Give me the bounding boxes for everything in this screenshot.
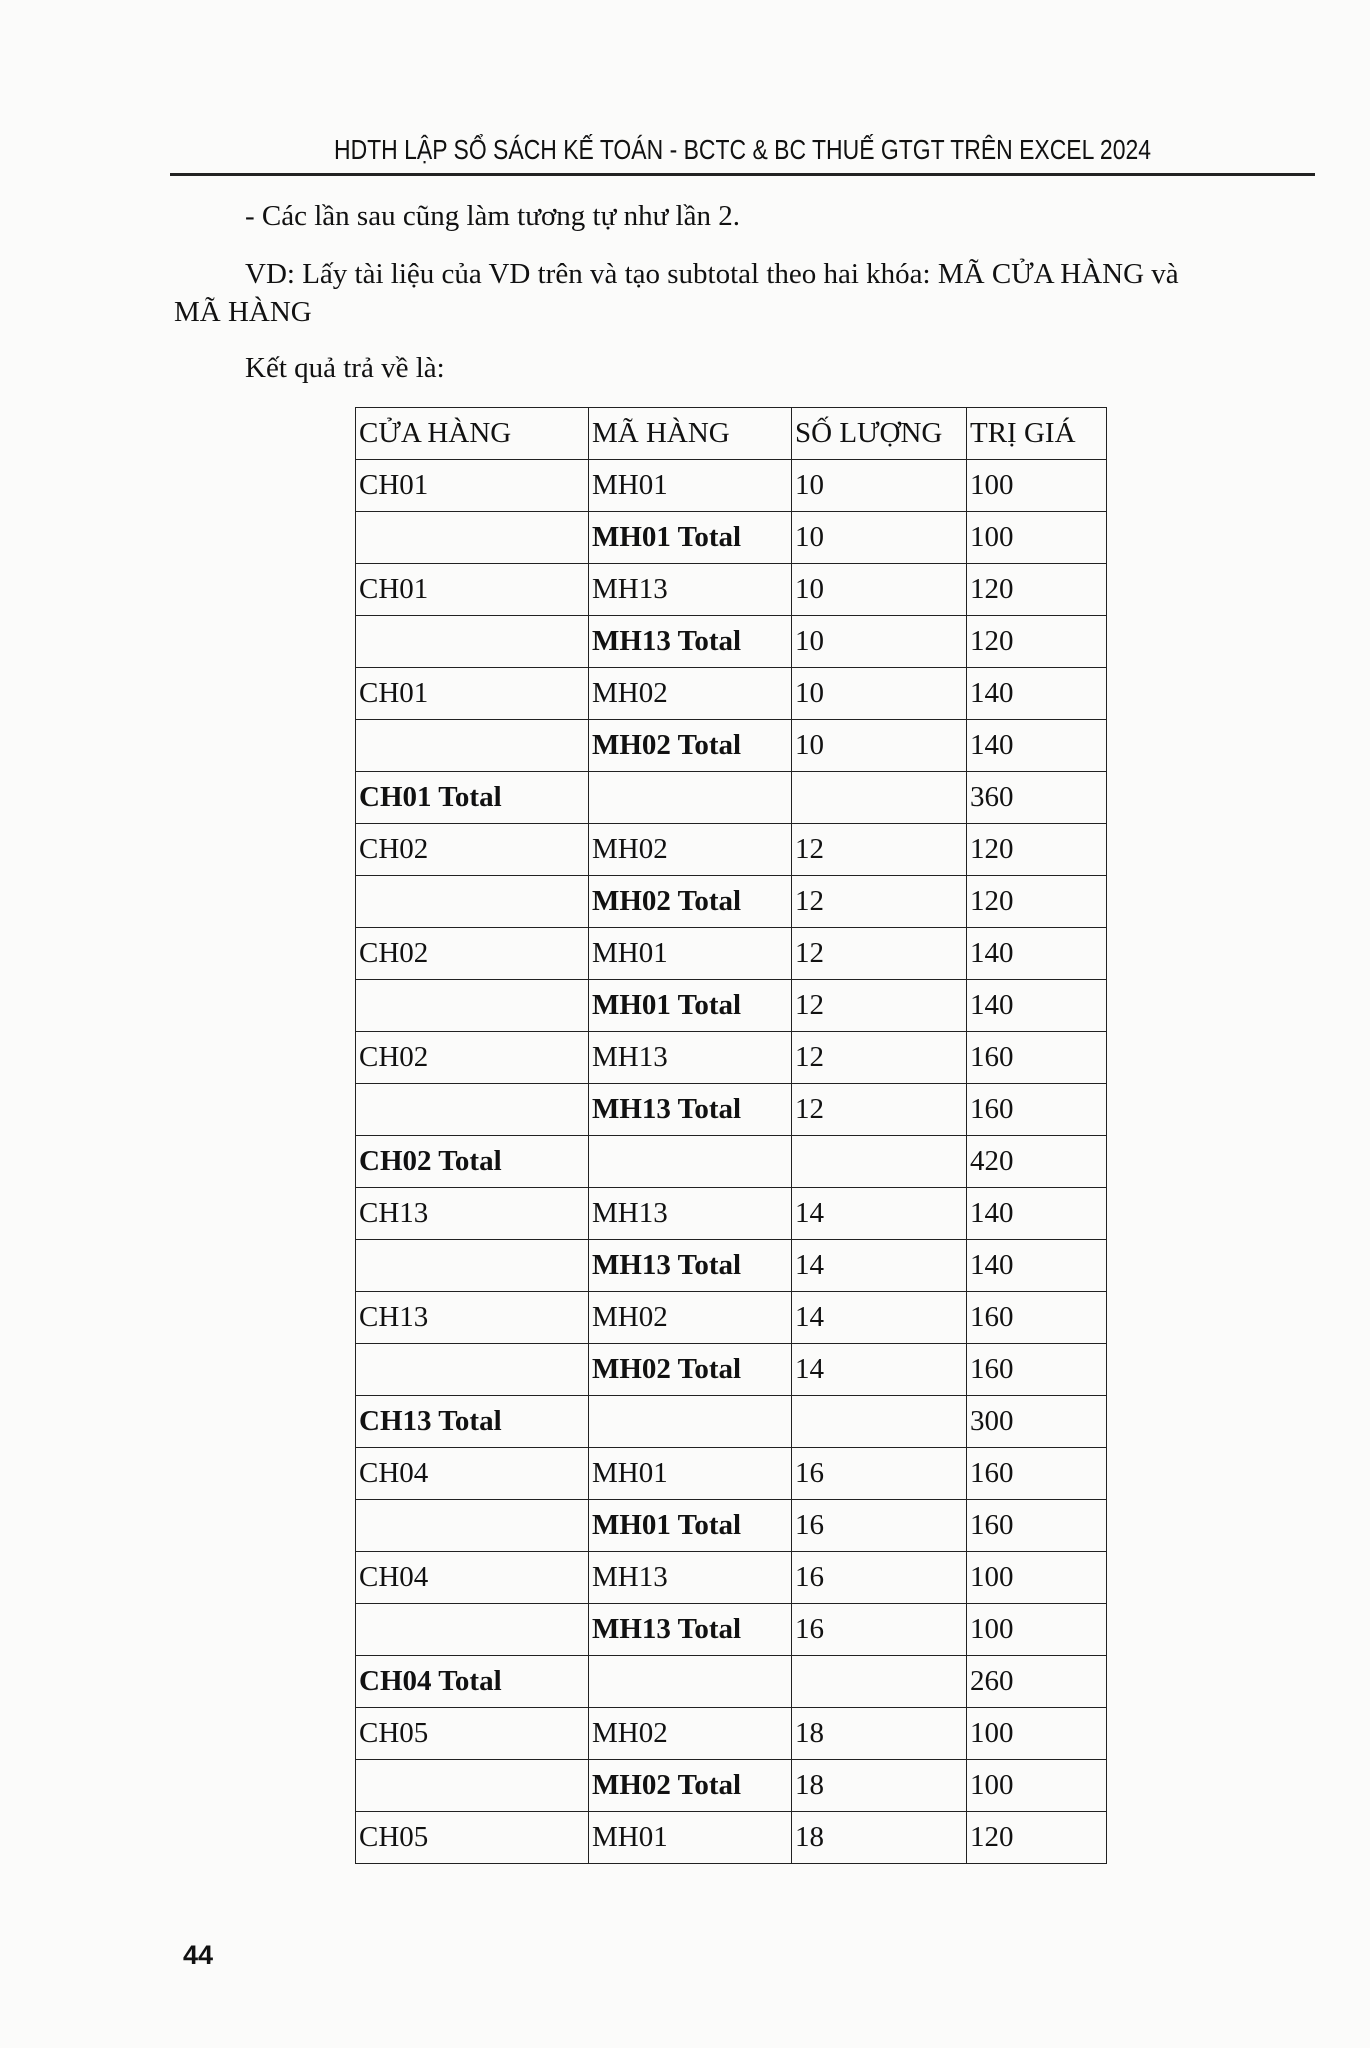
table-cell: MH02 <box>589 1292 792 1344</box>
table-cell: CH05 <box>356 1708 589 1760</box>
table-row <box>356 980 1107 1032</box>
table-row <box>356 1344 1107 1396</box>
table-cell: MH02 Total <box>589 1344 792 1396</box>
table-row <box>356 1188 1107 1240</box>
table-cell: 120 <box>967 1812 1107 1864</box>
table-row <box>356 616 1107 668</box>
table-cell: 18 <box>792 1760 967 1812</box>
table-cell: 140 <box>967 1188 1107 1240</box>
table-cell <box>356 1604 589 1656</box>
table-cell: CH13 <box>356 1188 589 1240</box>
table-row <box>356 1552 1107 1604</box>
table-cell: MH02 Total <box>589 876 792 928</box>
paragraph-line: MÃ HÀNG <box>174 296 312 328</box>
table-cell: 120 <box>967 564 1107 616</box>
table-cell <box>356 1084 589 1136</box>
table-row <box>356 1708 1107 1760</box>
table-cell: 160 <box>967 1500 1107 1552</box>
table-cell: CH01 <box>356 564 589 616</box>
table-cell <box>356 512 589 564</box>
table-row <box>356 564 1107 616</box>
table-cell: 160 <box>967 1448 1107 1500</box>
table-cell: 10 <box>792 720 967 772</box>
page-number: 44 <box>183 1940 214 1970</box>
table-cell: 16 <box>792 1604 967 1656</box>
table-cell: CH01 Total <box>356 772 589 824</box>
table-cell <box>356 1760 589 1812</box>
table-cell: MH01 Total <box>589 980 792 1032</box>
table-cell <box>356 876 589 928</box>
table-cell <box>356 1500 589 1552</box>
table-cell: MH01 <box>589 1448 792 1500</box>
table-cell: 14 <box>792 1344 967 1396</box>
table-cell: MH13 <box>589 1188 792 1240</box>
subtotal-table <box>355 407 1107 1864</box>
table-cell: MH13 Total <box>589 1604 792 1656</box>
table-cell: 260 <box>967 1656 1107 1708</box>
table-cell: CH13 Total <box>356 1396 589 1448</box>
table-row <box>356 772 1107 824</box>
table-cell: MH13 <box>589 564 792 616</box>
table-cell: 160 <box>967 1292 1107 1344</box>
table-cell: 10 <box>792 616 967 668</box>
table-cell: CH04 Total <box>356 1656 589 1708</box>
table-row <box>356 1760 1107 1812</box>
table-row <box>356 1812 1107 1864</box>
table-cell: 120 <box>967 616 1107 668</box>
table-cell: 14 <box>792 1188 967 1240</box>
table-row <box>356 1136 1107 1188</box>
table-cell: 16 <box>792 1448 967 1500</box>
table-cell: CH02 <box>356 928 589 980</box>
table-cell <box>792 772 967 824</box>
table-row <box>356 1292 1107 1344</box>
column-header: TRỊ GIÁ <box>967 408 1107 460</box>
table-cell: 18 <box>792 1708 967 1760</box>
table-cell: 16 <box>792 1500 967 1552</box>
table-cell <box>589 1136 792 1188</box>
paragraph-line: - Các lần sau cũng làm tương tự như lần 2. <box>245 200 740 232</box>
table-cell: CH02 <box>356 1032 589 1084</box>
table-row <box>356 460 1107 512</box>
table-cell: 12 <box>792 876 967 928</box>
table-cell: 140 <box>967 668 1107 720</box>
table-cell: 10 <box>792 460 967 512</box>
table-cell: MH13 Total <box>589 616 792 668</box>
table-cell: CH01 <box>356 668 589 720</box>
table-cell: MH02 <box>589 824 792 876</box>
table-row <box>356 1396 1107 1448</box>
table-cell <box>356 616 589 668</box>
table-cell: 360 <box>967 772 1107 824</box>
table-cell: MH02 Total <box>589 720 792 772</box>
table-row <box>356 720 1107 772</box>
table-cell: 100 <box>967 512 1107 564</box>
table-cell: 10 <box>792 564 967 616</box>
table-cell: MH13 Total <box>589 1084 792 1136</box>
table-cell <box>356 720 589 772</box>
table-cell: 12 <box>792 980 967 1032</box>
table-cell: MH13 Total <box>589 1240 792 1292</box>
table-cell: 140 <box>967 1240 1107 1292</box>
table-row <box>356 1500 1107 1552</box>
table-cell <box>589 1656 792 1708</box>
table-cell <box>792 1136 967 1188</box>
table-cell: 420 <box>967 1136 1107 1188</box>
table-cell <box>589 1396 792 1448</box>
table-cell: 16 <box>792 1552 967 1604</box>
table-cell <box>356 980 589 1032</box>
paragraph-line: Kết quả trả về là: <box>245 352 445 384</box>
table-cell: CH02 Total <box>356 1136 589 1188</box>
table-cell: MH02 <box>589 668 792 720</box>
table-cell: 100 <box>967 1604 1107 1656</box>
table-cell: 160 <box>967 1032 1107 1084</box>
table-cell: 12 <box>792 1032 967 1084</box>
table-cell: 12 <box>792 1084 967 1136</box>
table-cell: 100 <box>967 1552 1107 1604</box>
table-cell <box>356 1344 589 1396</box>
table-cell: 140 <box>967 980 1107 1032</box>
table-cell: MH01 Total <box>589 512 792 564</box>
table-cell <box>792 1656 967 1708</box>
running-header: HDTH LẬP SỔ SÁCH KẾ TOÁN - BCTC & BC THUẾ GTGT TRÊN EXCEL 2024 <box>333 134 1152 165</box>
table-cell: MH01 <box>589 928 792 980</box>
column-header: SỐ LƯỢNG <box>792 408 967 460</box>
table-cell: 18 <box>792 1812 967 1864</box>
table-cell: CH05 <box>356 1812 589 1864</box>
table-cell: 100 <box>967 1760 1107 1812</box>
table-cell: MH02 <box>589 1708 792 1760</box>
table-cell: 14 <box>792 1240 967 1292</box>
header-rule <box>170 173 1315 176</box>
table-cell: 12 <box>792 928 967 980</box>
table-cell: CH01 <box>356 460 589 512</box>
table-row <box>356 1448 1107 1500</box>
table-cell: 120 <box>967 876 1107 928</box>
table-cell: 10 <box>792 512 967 564</box>
table-cell: 140 <box>967 720 1107 772</box>
paragraph-line: VD: Lấy tài liệu của VD trên và tạo subtotal theo hai khóa: MÃ CỬA HÀNG và <box>245 258 1179 290</box>
table-row <box>356 1240 1107 1292</box>
table-cell: MH01 <box>589 460 792 512</box>
table-row <box>356 1032 1107 1084</box>
table-header-row <box>356 408 1107 460</box>
table-cell <box>792 1396 967 1448</box>
table-row <box>356 512 1107 564</box>
table-cell: 14 <box>792 1292 967 1344</box>
table-cell: 10 <box>792 668 967 720</box>
table-cell: CH13 <box>356 1292 589 1344</box>
table-cell: 120 <box>967 824 1107 876</box>
table-row <box>356 1604 1107 1656</box>
table-cell <box>356 1240 589 1292</box>
table-cell: 140 <box>967 928 1107 980</box>
table-cell: CH04 <box>356 1448 589 1500</box>
table-cell: 160 <box>967 1344 1107 1396</box>
column-header: CỬA HÀNG <box>356 408 589 460</box>
table-row <box>356 1084 1107 1136</box>
table-cell: 100 <box>967 1708 1107 1760</box>
column-header: MÃ HÀNG <box>589 408 792 460</box>
table-cell: MH01 Total <box>589 1500 792 1552</box>
table-row <box>356 1656 1107 1708</box>
table-cell: 300 <box>967 1396 1107 1448</box>
table-cell: CH02 <box>356 824 589 876</box>
table-cell: MH01 <box>589 1812 792 1864</box>
table-cell <box>589 772 792 824</box>
table-row <box>356 668 1107 720</box>
table-row <box>356 928 1107 980</box>
table-cell: CH04 <box>356 1552 589 1604</box>
table-cell: MH02 Total <box>589 1760 792 1812</box>
table-cell: 160 <box>967 1084 1107 1136</box>
table-row <box>356 876 1107 928</box>
table-cell: 100 <box>967 460 1107 512</box>
table-cell: MH13 <box>589 1032 792 1084</box>
table-cell: 12 <box>792 824 967 876</box>
table-row <box>356 824 1107 876</box>
table-cell: MH13 <box>589 1552 792 1604</box>
